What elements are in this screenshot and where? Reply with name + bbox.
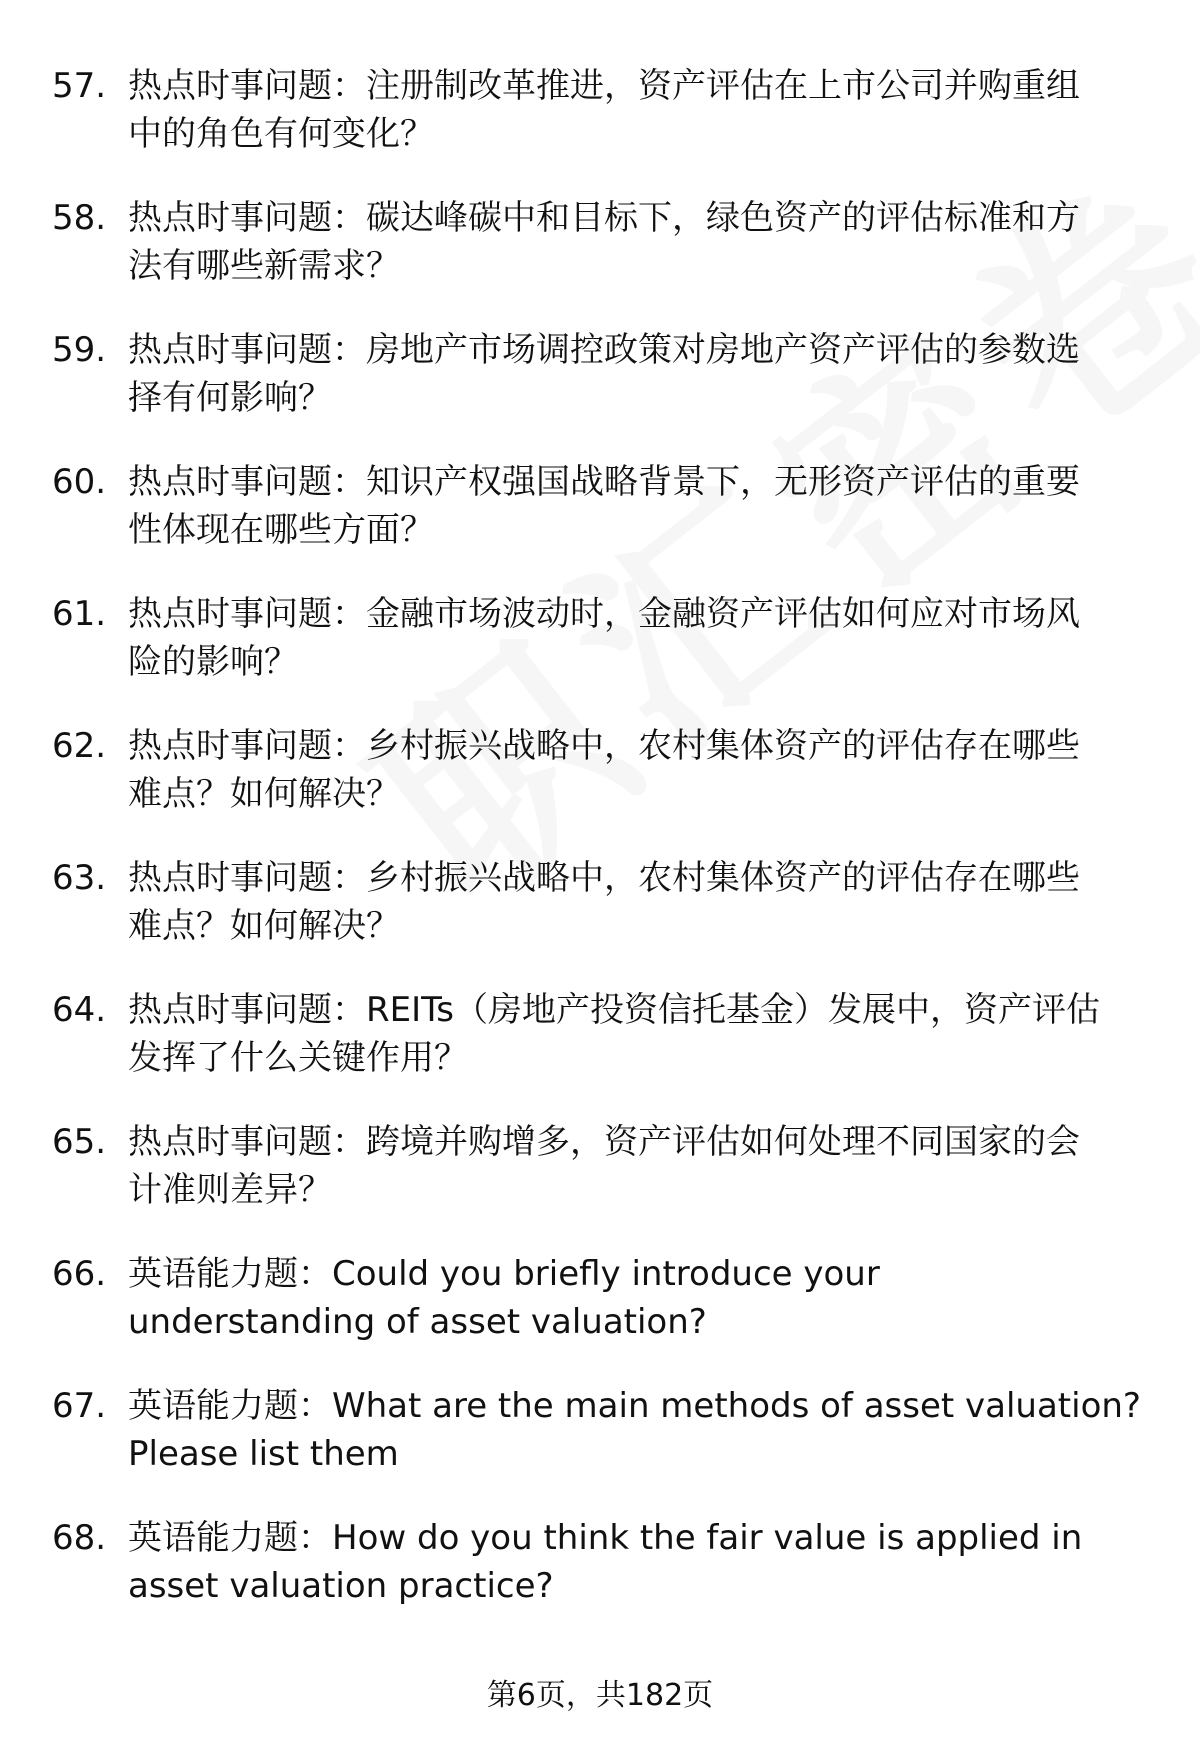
question-item bbox=[0, 854, 1200, 986]
question-line: 英语能力题：Could you briefly introduce your bbox=[128, 1254, 880, 1294]
question-line: 热点时事问题：注册制改革推进，资产评估在上市公司并购重组 bbox=[128, 66, 1080, 106]
question-line: 热点时事问题：乡村振兴战略中，农村集体资产的评估存在哪些 bbox=[128, 858, 1080, 898]
question-line: 难点？如何解决？ bbox=[128, 906, 400, 946]
question-number: 65. bbox=[52, 1122, 107, 1162]
question-item bbox=[0, 1250, 1200, 1382]
question-item bbox=[0, 458, 1200, 590]
question-text bbox=[128, 194, 1158, 290]
question-text bbox=[128, 458, 1158, 554]
question-item bbox=[0, 590, 1200, 722]
question-number: 58. bbox=[52, 198, 107, 238]
question-line: asset valuation practice? bbox=[128, 1566, 554, 1606]
question-number: 63. bbox=[52, 858, 107, 898]
question-line: Please list them bbox=[128, 1434, 399, 1474]
question-line: 热点时事问题：碳达峰碳中和目标下，绿色资产的评估标准和方 bbox=[128, 198, 1080, 238]
question-line: 热点时事问题：知识产权强国战略背景下，无形资产评估的重要 bbox=[128, 462, 1080, 502]
question-line: 热点时事问题：REITs（房地产投资信托基金）发展中，资产评估 bbox=[128, 990, 1100, 1030]
question-number: 59. bbox=[52, 330, 107, 370]
question-number: 68. bbox=[52, 1518, 107, 1558]
question-line: 难点？如何解决？ bbox=[128, 774, 400, 814]
question-line: 热点时事问题：房地产市场调控政策对房地产资产评估的参数选 bbox=[128, 330, 1080, 370]
question-line: 险的影响？ bbox=[128, 642, 298, 682]
question-line: 计准则差异？ bbox=[128, 1170, 332, 1210]
question-text bbox=[128, 1118, 1158, 1214]
question-number: 64. bbox=[52, 990, 107, 1030]
page-number: 第6页，共182页 bbox=[486, 1678, 714, 1713]
question-item bbox=[0, 986, 1200, 1118]
question-item bbox=[0, 1382, 1200, 1514]
question-line: 性体现在哪些方面？ bbox=[128, 510, 434, 550]
question-text bbox=[128, 722, 1158, 818]
question-number: 57. bbox=[52, 66, 107, 106]
question-number: 66. bbox=[52, 1254, 107, 1294]
question-number: 62. bbox=[52, 726, 107, 766]
question-list bbox=[0, 62, 1200, 1646]
question-text bbox=[128, 326, 1158, 422]
question-item bbox=[0, 1514, 1200, 1646]
question-text bbox=[128, 1250, 1158, 1346]
question-line: 中的角色有何变化？ bbox=[128, 114, 434, 154]
question-text bbox=[128, 854, 1158, 950]
question-line: 英语能力题：What are the main methods of asset valuation? bbox=[128, 1386, 1141, 1426]
question-line: 热点时事问题：跨境并购增多，资产评估如何处理不同国家的会 bbox=[128, 1122, 1080, 1162]
question-text bbox=[128, 1382, 1158, 1478]
question-line: 发挥了什么关键作用？ bbox=[128, 1038, 468, 1078]
question-line: 英语能力题：How do you think the fair value is applied in bbox=[128, 1518, 1083, 1558]
question-text bbox=[128, 1514, 1158, 1610]
question-line: 法有哪些新需求？ bbox=[128, 246, 400, 286]
question-text bbox=[128, 62, 1158, 158]
question-item bbox=[0, 62, 1200, 194]
question-number: 60. bbox=[52, 462, 107, 502]
question-item bbox=[0, 722, 1200, 854]
question-line: 热点时事问题：金融市场波动时，金融资产评估如何应对市场风 bbox=[128, 594, 1080, 634]
question-item bbox=[0, 326, 1200, 458]
question-item bbox=[0, 194, 1200, 326]
question-line: 择有何影响？ bbox=[128, 378, 332, 418]
question-item bbox=[0, 1118, 1200, 1250]
question-line: understanding of asset valuation? bbox=[128, 1302, 707, 1342]
question-text bbox=[128, 590, 1158, 686]
question-line: 热点时事问题：乡村振兴战略中，农村集体资产的评估存在哪些 bbox=[128, 726, 1080, 766]
question-number: 67. bbox=[52, 1386, 107, 1426]
question-number: 61. bbox=[52, 594, 107, 634]
question-text bbox=[128, 986, 1158, 1082]
